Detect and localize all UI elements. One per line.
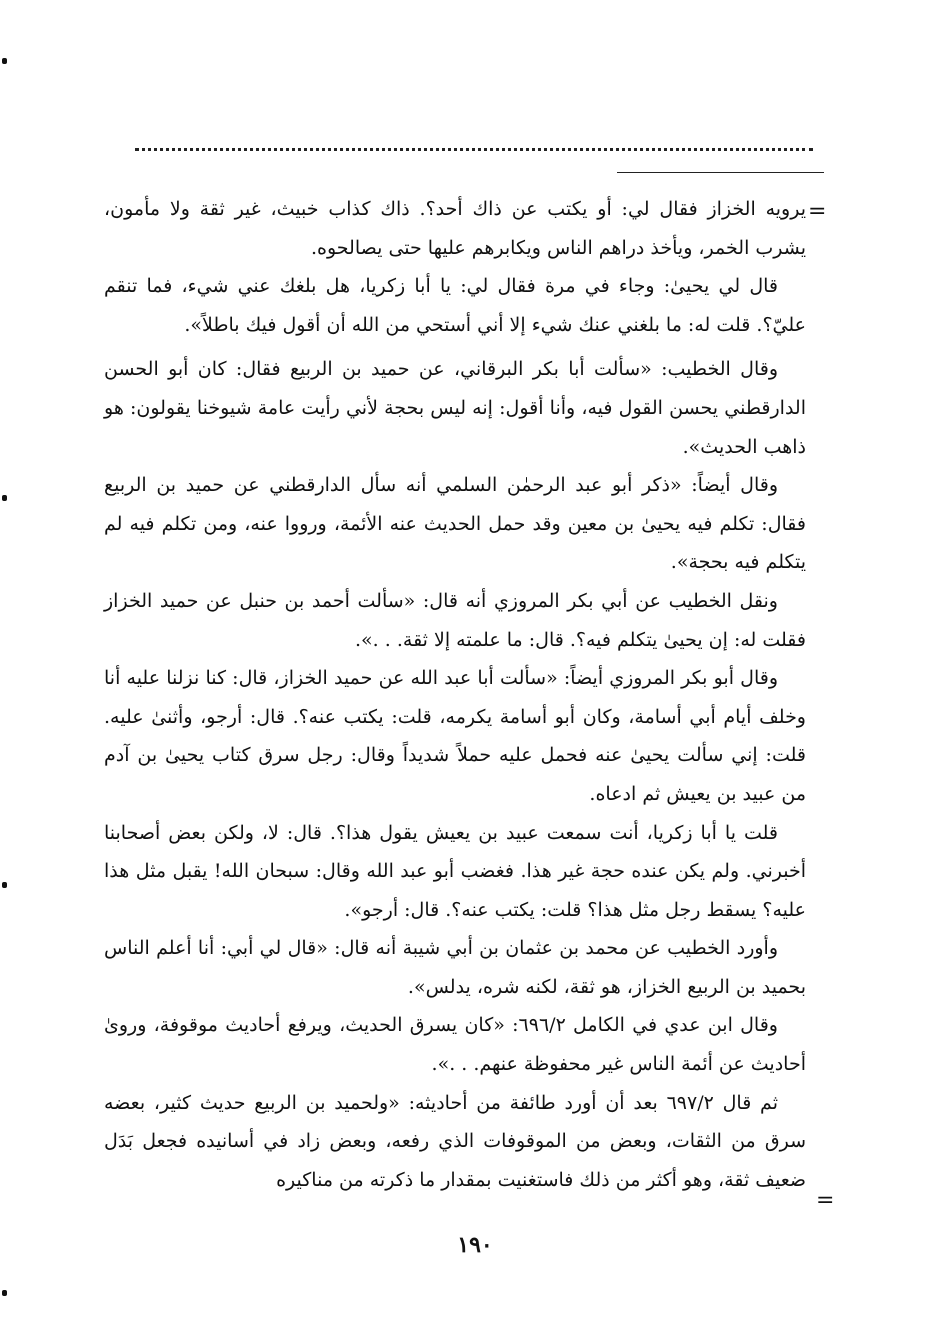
paragraph: وقال الخطيب: «سألت أبا بكر البرقاني، عن حميد بن الربيع فقال: كان أبو الحسن الدارقطني يحسن القول فيه، وأنا أقول: إنه ليس بحجة لأني رأيت عامة شيوخنا يقولون: هو ذاهب الحديث». xyxy=(104,358,806,458)
continuation-mark-end: = xyxy=(816,1188,835,1213)
paragraph: وقال أيضاً: «ذكر أبو عبد الرحمٰن السلمي أنه سأل الدارقطني عن حميد بن الربيع فقال: تكلم فيه يحيىٰ بن معين وقد حمل الحديث عنه الأئمة، ورووا عنه، ومن تكلم فيه لم يتكلم فيه بحجة». xyxy=(104,474,806,574)
continuation-mark-start: = xyxy=(808,199,827,224)
paragraph: وقال أبو بكر المروزي أيضاً: «سألت أبا عبد الله عن حميد الخزاز، قال: كنا نزلنا عليه أنا وخلف أيام أبي أسامة، وكان أبو أسامة يكرمه، قلت: يكتب عنه؟. قال: أرجو، وأثنىٰ عليه. قلت: إني سألت يحيىٰ عنه فحمل عليه حملاً شديداً وقال: رجل سرق كتاب يحيىٰ بن آدم من عبيد بن يعيش ثم ادعاه. xyxy=(104,667,806,805)
dotted-separator xyxy=(135,148,813,151)
footnote-text xyxy=(104,190,806,1199)
paragraph: قال لي يحيىٰ: وجاء في مرة فقال لي: يا أبا زكريا، هل بلغك عني شيء، فما تنقم عليّ؟. قلت له: ما بلغني عنك شيء إلا أني أستحي من الله أن أقول فيك باطلاً». xyxy=(104,275,806,336)
footnote-rule xyxy=(617,172,824,173)
page-number: ١٩٠ xyxy=(457,1232,493,1258)
paragraph: وقال ابن عدي في الكامل ٦٩٦/٢: «كان يسرق الحديث، ويرفع أحاديث موقوفة، وروىٰ أحاديث عن أئمة الناس غير محفوظة عنهم. . .». xyxy=(104,1014,806,1076)
scan-speck xyxy=(2,495,7,501)
paragraph: قلت يا أبا زكريا، أنت سمعت عبيد بن يعيش يقول هذا؟. قال: لا، ولكن بعض أصحابنا أخبرني. ولم يكن عنده حجة غير هذا. فغضب أبو عبد الله وقال: سبحان الله! يقبل مثل هذا عليه؟ يسقط رجل مثل هذا؟ قلت: يكتب عنه؟. قال: أرجو». xyxy=(104,821,806,921)
scan-speck xyxy=(2,58,7,64)
paragraph: وأورد الخطيب عن محمد بن عثمان بن أبي شيبة أنه قال: «قال لي أبي: أنا أعلم الناس بحميد بن الربيع الخزاز، هو ثقة، لكنه شره، يدلس». xyxy=(104,937,806,998)
scan-speck xyxy=(2,1290,7,1296)
paragraph: ونقل الخطيب عن أبي بكر المروزي أنه قال: «سألت أحمد بن حنبل عن حميد الخزاز فقلت له: إن يحيىٰ يتكلم فيه؟. قال: ما علمته إلا ثقة. . .». xyxy=(104,589,806,651)
scan-speck xyxy=(2,882,7,888)
paragraph: ثم قال ٦٩٧/٢ بعد أن أورد طائفة من أحاديثه: «ولحميد بن الربيع حديث كثير، بعضه سرق من الثقات، وبعض من الموقوفات الذي رفعه، وبعض زاد في أسانيده فجعل بَدَل ضعيف ثقة، وهو أكثر من ذلك فاستغنيت بمقدار ما ذكرته من مناكيره xyxy=(104,1091,806,1191)
paragraph: يرويه الخزاز فقال لي: أو يكتب عن ذاك أحد؟. ذاك كذاب خبيث، غير ثقة ولا مأمون، يشرب الخمر، ويأخذ دراهم الناس ويكابرهم عليها حتى يصالحوه. xyxy=(104,198,806,259)
